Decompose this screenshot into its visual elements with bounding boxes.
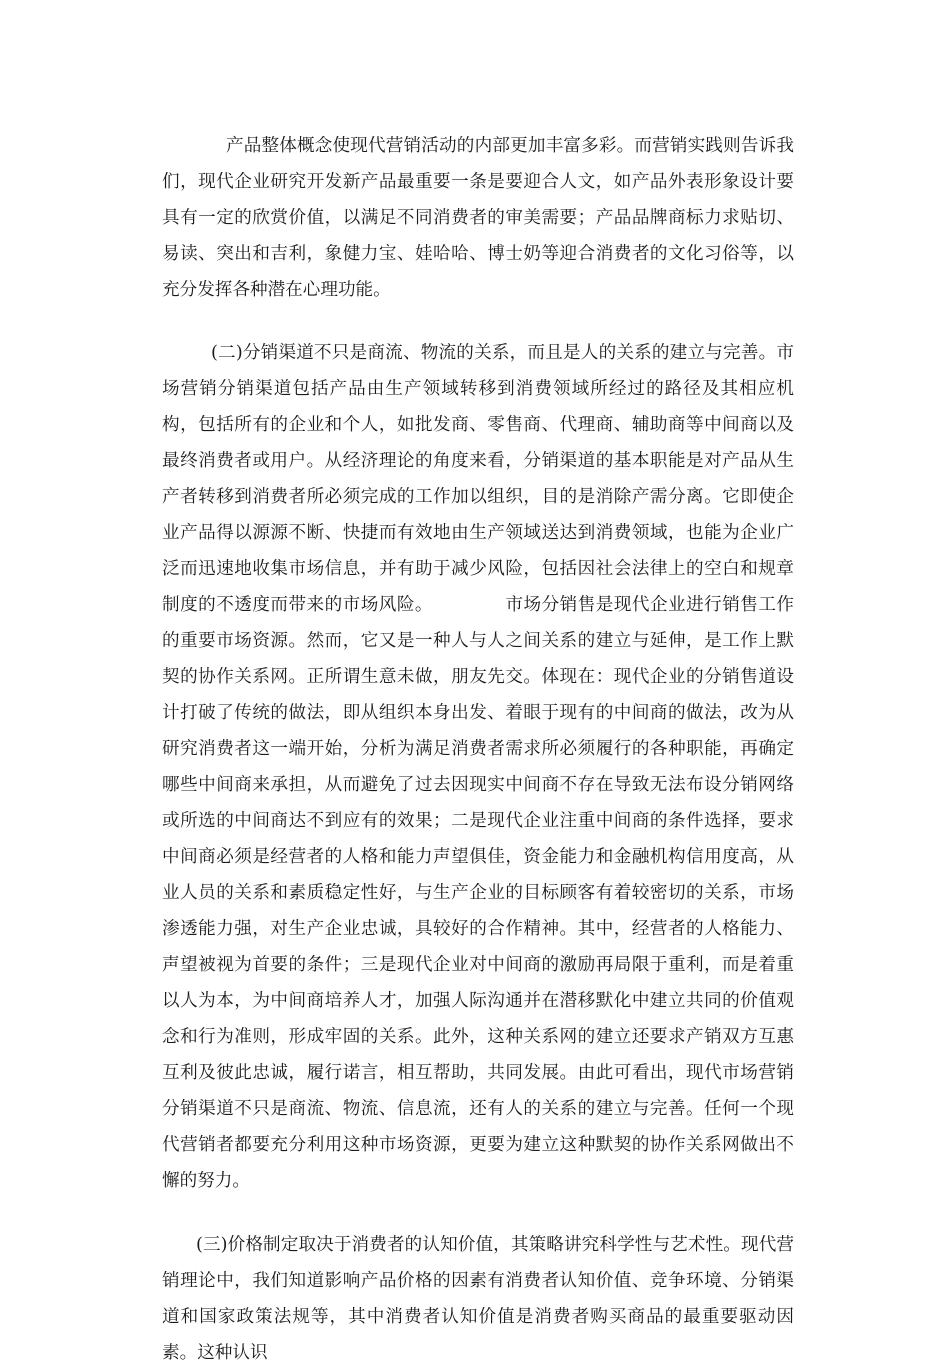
paragraph-pricing-strategy: (三)价格制定取决于消费者的认知价值，其策略讲究科学性与艺术性。现代营销理论中，我们知道影响产品价格的因素有消费者认知价值、竞争环境、分销渠道和国家政策法规等，其中消费者认知价值是消费者购买商品的最重要驱动因素。这种认识: [162, 1235, 794, 1363]
paragraph-market-distribution-resource: 市场分销售是现代企业进行销售工作的重要市场资源。然而，它又是一种人与人之间关系的建立与延伸，是工作上默契的协作关系网。正所谓生意未做，朋友先交。体现在：现代企业的分销售道设计打破了传统的做法，即从组织本身出发、着眼于现有的中间商的做法，改为从研究消费者这一端开始，分析为满足消费者需求所必须履行的各种职能，再确定哪些中间商来承担，从而避免了过去因现实中间商不存在导致无法布设分销网络或所选的中间商达不到应有的效果；二是现代企业注重中间商的条件选择，要求中间商必须是经营者的人格和能力声望俱佳，资金能力和金融机构信用度高，从业人员的关系和素质稳定性好，与生产企业的目标顾客有着较密切的关系，市场渗透能力强，对生产企业忠诚，具较好的合作精神。其中，经营者的人格能力、声望被视为首要的条件；三是现代企业对中间商的激励再局限于重利，而是着重以人为本，为中间商培养人才，加强人际沟通并在潜移默化中建立共同的价值观念和行为准则，形成牢固的关系。此外，这种关系网的建立还要求产销双方互惠互利及彼此忠诚，履行诺言，相互帮助，共同发展。由此可看出，现代市场营销分销渠道不只是商流、物流、信息流，还有人的关系的建立与完善。任何一个现代营销者都要充分利用这种市场资源，更要为建立这种默契的协作关系网做出不懈的努力。: [162, 595, 794, 1191]
paragraph-distribution-channels-text: (二)分销渠道不只是商流、物流的关系，而且是人的关系的建立与完善。市场营销分销渠道包括产品由生产领域转移到消费领域所经过的路径及其相应机构，包括所有的企业和个人，如批发商、零售商、代理商、辅助商等中间商以及最终消费者或用户。从经济理论的角度来看，分销渠道的基本职能是对产品从生产者转移到消费者所必须完成的工作加以组织，目的是消除产需分离。它即使企业产品得以源源不断、快捷而有效地由生产领域送达到消费领域，也能为企业广泛而迅速地收集市场信息，并有助于减少风险，包括因社会法律上的空白和规章制度的不透度而带来的市场风险。: [162, 343, 794, 615]
paragraph-distribution-channels: [162, 335, 794, 1199]
document-page: [162, 128, 794, 1371]
paragraph-product-concept: 产品整体概念使现代营销活动的内部更加丰富多彩。而营销实践则告诉我们，现代企业研究开发新产品最重要一条是要迎合人文，如产品外表形象设计要具有一定的欣赏价值，以满足不同消费者的审美需要；产品品牌商标力求贴切、易读、突出和吉利，象健力宝、娃哈哈、博士奶等迎合消费者的文化习俗等，以充分发挥各种潜在心理功能。: [162, 136, 794, 300]
